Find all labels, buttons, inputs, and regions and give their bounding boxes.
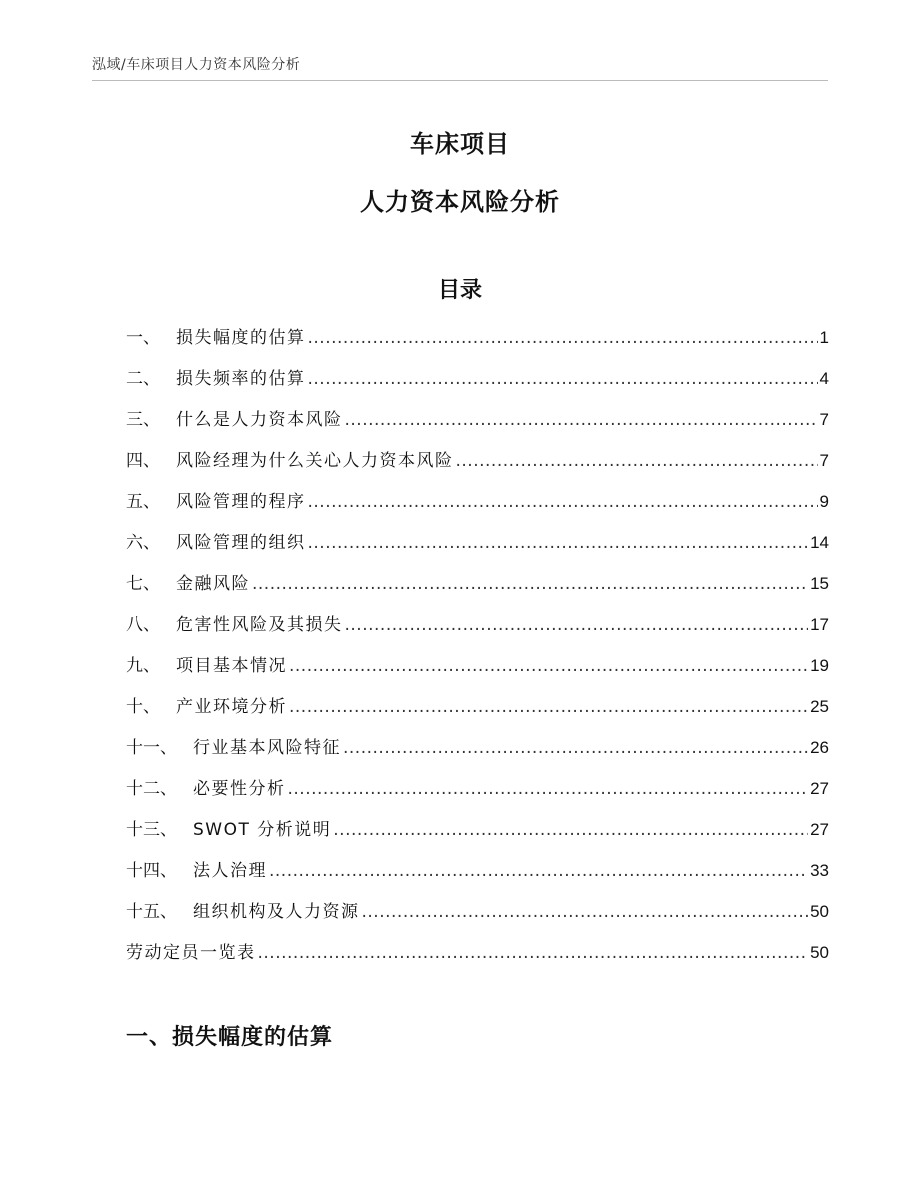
- toc-dot-leader: [333, 810, 808, 851]
- toc-entry-separator: 、: [160, 779, 177, 799]
- toc-entry-label: 危害性风险及其损失: [176, 615, 343, 635]
- toc-entry[interactable]: [126, 645, 829, 686]
- toc-entry-number: 十三: [126, 820, 160, 840]
- toc-entry-separator: 、: [160, 861, 177, 881]
- toc-entry[interactable]: [126, 563, 829, 604]
- toc-entry-number: 十四: [126, 861, 160, 881]
- toc-entry[interactable]: [126, 768, 829, 809]
- toc-entry-page: 19: [810, 656, 829, 675]
- toc-entry-label: 法人治理: [193, 861, 267, 881]
- toc-dot-leader: [345, 400, 818, 441]
- toc-entry-number: 一: [126, 328, 143, 348]
- toc-entry-page: 7: [819, 451, 829, 470]
- toc-entry-label: 风险管理的程序: [176, 492, 306, 512]
- toc-entry-label: 行业基本风险特征: [193, 738, 341, 758]
- toc-entry-separator: 、: [143, 492, 160, 512]
- toc-entry-separator: 、: [160, 820, 177, 840]
- header-divider: [92, 80, 828, 81]
- toc-entry-number: 十一: [126, 738, 160, 758]
- toc-entry-label: 必要性分析: [193, 779, 286, 799]
- toc-dot-leader: [362, 892, 809, 933]
- toc-entry-number: 十二: [126, 779, 160, 799]
- toc-entry-label: 劳动定员一览表: [126, 943, 256, 963]
- toc-dot-leader: [456, 441, 818, 482]
- toc-dot-leader: [345, 605, 809, 646]
- toc-entry-separator: 、: [143, 369, 160, 389]
- toc-dot-leader: [289, 646, 808, 687]
- toc-entry-number: 十: [126, 697, 143, 717]
- toc-entry-separator: 、: [143, 328, 160, 348]
- toc-entry[interactable]: [126, 399, 829, 440]
- toc-dot-leader: [289, 687, 808, 728]
- document-title-line-1: 车床项目: [410, 130, 510, 158]
- toc-entry[interactable]: [126, 809, 829, 850]
- toc-dot-leader: [269, 851, 808, 892]
- toc-entry-page: 4: [819, 369, 829, 388]
- toc-dot-leader: [258, 933, 809, 974]
- toc-entry-page: 50: [810, 943, 829, 962]
- toc-entry-separator: 、: [143, 697, 160, 717]
- toc-entry-separator: 、: [143, 533, 160, 553]
- toc-entry-number: 三: [126, 410, 143, 430]
- toc-entry[interactable]: [126, 932, 829, 973]
- toc-entry-number: 二: [126, 369, 143, 389]
- toc-entry-page: 7: [819, 410, 829, 429]
- document-title-line-2: 人力资本风险分析: [360, 188, 560, 216]
- toc-entry-label: 产业环境分析: [176, 697, 287, 717]
- toc-entry-separator: 、: [143, 574, 160, 594]
- toc-entry-page: 15: [810, 574, 829, 593]
- table-of-contents: [126, 317, 829, 973]
- toc-heading: 目录: [437, 278, 482, 303]
- toc-entry-page: 50: [810, 902, 829, 921]
- toc-entry[interactable]: [126, 317, 829, 358]
- toc-entry-label: 损失幅度的估算: [176, 328, 306, 348]
- toc-entry-page: 14: [810, 533, 829, 552]
- toc-entry-separator: 、: [143, 451, 160, 471]
- toc-dot-leader: [343, 728, 808, 769]
- toc-entry-page: 27: [810, 820, 829, 839]
- toc-entry-page: 9: [819, 492, 829, 511]
- section-heading: 一、损失幅度的估算: [126, 1025, 334, 1050]
- toc-dot-leader: [308, 318, 818, 359]
- toc-entry[interactable]: [126, 358, 829, 399]
- toc-entry-label: 风险经理为什么关心人力资本风险: [176, 451, 454, 471]
- toc-entry-number: 八: [126, 615, 143, 635]
- toc-entry-separator: 、: [160, 902, 177, 922]
- toc-entry-label: 什么是人力资本风险: [176, 410, 343, 430]
- toc-entry-page: 27: [810, 779, 829, 798]
- toc-entry-number: 七: [126, 574, 143, 594]
- toc-entry-page: 1: [819, 328, 829, 347]
- toc-entry-separator: 、: [143, 410, 160, 430]
- toc-entry[interactable]: [126, 522, 829, 563]
- toc-entry[interactable]: [126, 440, 829, 481]
- toc-entry-separator: 、: [160, 738, 177, 758]
- toc-entry-page: 26: [810, 738, 829, 757]
- toc-entry-number: 十五: [126, 902, 160, 922]
- toc-entry-separator: 、: [143, 615, 160, 635]
- toc-entry-label: 损失频率的估算: [176, 369, 306, 389]
- toc-dot-leader: [308, 482, 818, 523]
- toc-entry-label: 组织机构及人力资源: [193, 902, 360, 922]
- toc-entry-page: 33: [810, 861, 829, 880]
- running-header: 泓域/车床项目人力资本风险分析: [92, 57, 301, 73]
- toc-entry-label: 金融风险: [176, 574, 250, 594]
- toc-entry[interactable]: [126, 850, 829, 891]
- toc-entry-label: 项目基本情况: [176, 656, 287, 676]
- toc-entry-number: 四: [126, 451, 143, 471]
- toc-entry[interactable]: [126, 727, 829, 768]
- toc-dot-leader: [308, 359, 818, 400]
- toc-dot-leader: [252, 564, 808, 605]
- toc-entry-number: 九: [126, 656, 143, 676]
- toc-entry[interactable]: [126, 686, 829, 727]
- toc-entry[interactable]: [126, 604, 829, 645]
- toc-dot-leader: [308, 523, 809, 564]
- toc-entry-number: 五: [126, 492, 143, 512]
- toc-entry-label: 风险管理的组织: [176, 533, 306, 553]
- toc-entry-number: 六: [126, 533, 143, 553]
- toc-entry-page: 25: [810, 697, 829, 716]
- toc-entry[interactable]: [126, 481, 829, 522]
- toc-entry-separator: 、: [143, 656, 160, 676]
- toc-dot-leader: [288, 769, 809, 810]
- toc-entry-page: 17: [810, 615, 829, 634]
- toc-entry[interactable]: [126, 891, 829, 932]
- toc-entry-label: SWOT 分析说明: [193, 820, 332, 840]
